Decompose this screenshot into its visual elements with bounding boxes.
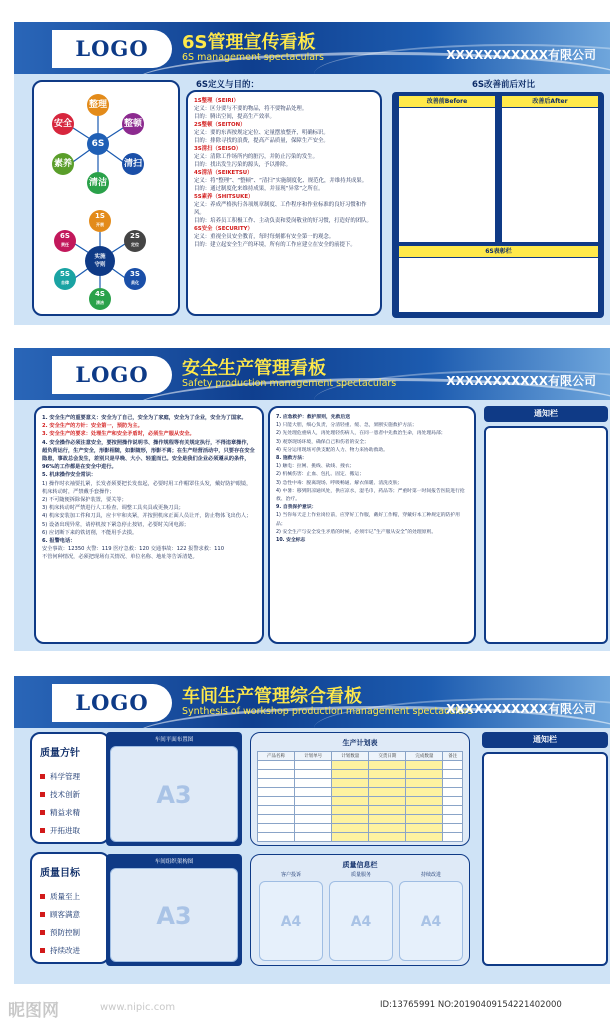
quality-column-label: 持续改进 [420,872,441,878]
table-cell [369,797,406,806]
list-item-label: 预防控制 [50,927,80,937]
plan-column-header: 产品名称 [258,752,295,761]
safety-line: 5) 设备出现异常，请停机按下紧急停止按钮，必要时关闭电源； [42,521,190,528]
safety-line: 4. 安全操作必须注意安全，要按照操作说明书、操作规程等有关规定执行，不得违章操作，超负荷运行，生产安全，形影相随，如影随形，形影不离；在生产经营活动中，只要存在安全隐患，事故总会发生，差别只是早晚、大小、轻重而已。安全是我们企业必须遵从的条件，96%的工作都是在安全中进行。 [42,439,255,471]
table-cell [258,797,295,806]
safety-line: 2) 先处理危重病人，再处理轻伤病人，在同一患者中先救治生命，再处理局部； [276,431,446,437]
after-label: 改善后After [502,96,598,107]
safety-line: 1. 安全生产的重要意义：安全为了自己，安全为了家庭，安全为了企业，安全为了国家。 [42,415,247,421]
definition-heading: 6S安全（SECURITY） [194,226,253,232]
table-cell [332,815,369,824]
table-cell [406,833,443,842]
table-cell [443,788,463,797]
wheel-item-seiso: 清扫 [122,153,144,175]
quality-info-panel [250,854,470,966]
wheel-item-seiketsu: 清洁 [87,172,109,194]
safety-line: 8. 施救方法： [276,456,307,462]
table-row [258,788,463,797]
org-panel [106,854,242,966]
table-cell [406,788,443,797]
bullet-icon [40,894,45,899]
list-item [40,821,100,839]
safety-line: 3) 急性中毒：脱离现场、呼吸畅通、解衣保暖、清洗皮肤； [276,480,403,486]
plan-table [257,751,463,842]
table-cell [332,797,369,806]
table-cell [295,788,332,797]
plan-title: 生产计划表 [342,739,378,747]
quality-column-label: 质量服务 [350,872,371,878]
table-cell [332,761,369,770]
table-cell [369,770,406,779]
step-5s: 5S 自律 [54,268,76,290]
definition-list [194,97,374,249]
safety-line: 6. 报警电话： [42,538,76,545]
table-cell [369,824,406,833]
list-item-label: 技术创新 [50,789,80,799]
table-cell [443,761,463,770]
table-row [258,761,463,770]
table-cell [369,779,406,788]
table-cell [443,833,463,842]
list-item [40,887,100,905]
definition-heading: 3S清扫（SEISO） [194,146,242,152]
table-row [258,770,463,779]
safety-left-text [42,414,256,562]
policy-title: 质量方针 [40,748,80,759]
safety-line: 1) 操作时衣袖要扎紧，长发者须要把长发盘起，必要时用工作帽罩住头发，戴好防护眼镜，机床转动时，严禁戴手套操作； [42,480,252,495]
definition-purpose: 目的：培养员工积极工作、主动负责和爱岗敬业的好习惯，打造好的团队。 [194,218,372,224]
plan-column-header: 完成数量 [406,752,443,761]
table-cell [258,770,295,779]
safety-left-panel [34,406,264,644]
definition-text: 定义：重视全员安全教育，每时每刻都有安全第一的观念。 [194,234,335,240]
safety-line: 4) 机床安装加工件和刀具，应卡牢和夹紧，并按照机床正面人员让开，防止物体飞出伤人； [42,513,252,520]
table-cell [406,770,443,779]
safety-line: 7. 应急救护：救护原则，先救后送 [276,415,350,420]
table-cell [369,806,406,815]
table-cell [443,824,463,833]
table-cell [443,770,463,779]
table-cell [369,833,406,842]
table-cell [295,779,332,788]
table-cell [258,761,295,770]
definition-heading: 1S整理（SEIRI） [194,98,239,104]
safety-line: 6) 应切断下来的铁切削，不能用手去摸。 [42,529,138,536]
plan-panel [250,732,470,846]
safety-line: 2) 不可随便拆除保护装置，要关等； [42,497,127,504]
compare-panel [392,92,604,318]
a4-placeholder: A4 [399,881,463,961]
board-title: 6S管理宣传看板 [182,32,316,53]
quality-policy-panel [30,732,110,844]
safety-line: 1) 只能大胆，细心负责，分清轻重、缓、急，果断实施救护方法； [276,423,417,429]
table-cell [258,824,295,833]
policy-list [40,767,100,839]
safety-line: 10. 安全标志 [276,538,306,544]
safety-right-panel [268,406,476,644]
table-cell [406,797,443,806]
table-cell [369,761,406,770]
company-name: XXXXXXXXXXX有限公司 [446,374,596,388]
list-item [40,923,100,941]
definition-panel [186,90,382,316]
bullet-icon [40,828,45,833]
goal-title: 质量目标 [40,868,80,879]
table-cell [406,806,443,815]
definition-text: 定义：将“整理”、“整顿”、“清扫”实施制度化、规范化，并维持其成果。 [194,178,368,184]
definition-heading: 2S整顿（SEITON） [194,122,246,128]
table-row [258,824,463,833]
board-header [14,676,610,728]
board-header [14,348,610,400]
table-cell [443,779,463,788]
board-subtitle: 6S management spectaculars [182,52,324,63]
wheel-item-shitsuke: 素养 [52,153,74,175]
table-cell [295,806,332,815]
table-cell [369,788,406,797]
list-item-label: 顾客满意 [50,909,80,919]
list-item-label: 持续改进 [50,945,80,955]
table-cell [295,761,332,770]
safety-line: 2. 安全生产的方针：安全第一，预防为主。 [42,423,143,430]
list-item-label: 开拓进取 [50,825,80,835]
table-cell [443,797,463,806]
table-cell [295,770,332,779]
logo: LOGO [52,684,172,722]
table-cell [295,815,332,824]
definition-purpose: 目的：找出发生污染的源头，予以排除。 [194,162,292,168]
table-cell [332,779,369,788]
table-cell [332,833,369,842]
step-1s: 1S 开展 [89,210,111,232]
safety-line: 2) 安全生产与安全发生矛盾的时候，必须牢记“生产服从安全”的处理原则。 [276,529,437,535]
company-name: XXXXXXXXXXX有限公司 [446,48,596,62]
watermark-url: www.nipic.com [100,1002,176,1013]
table-cell [295,833,332,842]
a3-placeholder: A3 [110,746,238,842]
org-title: 车间组织架构图 [154,859,194,865]
layout-title: 车间平面布置图 [154,737,194,743]
board-subtitle: Synthesis of workshop production management spectaculars [182,706,473,717]
definition-purpose: 目的：建立起安全生产的环境，所有的工作应建立在安全的前提下。 [194,242,356,248]
board-subtitle: Safety production management spectaculars [182,378,397,389]
table-row [258,779,463,788]
compare-title: 6S改善前后对比 [472,80,536,90]
definition-text: 定义：要的东西按规定定位、定量摆放整齐，明确标识。 [194,130,329,136]
safety-line: 安全事故：12350 火警：119 医疗急救：120 交通事故：122 报警求救：110 [42,546,225,553]
bullet-icon [40,774,45,779]
safety-line: 不管何种情况，必须把现场有关情况、单位名称、地址等告诉清楚。 [42,554,198,561]
list-item [40,803,100,821]
before-photo-area [399,108,495,242]
definition-heading: 5S素养（SHITSUKE） [194,194,254,200]
table-cell [332,806,369,815]
table-row [258,797,463,806]
table-cell [332,770,369,779]
plan-column-header: 计划数量 [332,752,369,761]
safety-line: 3) 观察现场环境，确保自己和伤者的安全； [276,439,369,445]
definition-purpose: 目的：通过制度化来维持成果，并显现“异常”之所在。 [194,186,324,192]
definition-heading: 4S清洁（SEIKETSU） [194,170,253,176]
table-cell [258,833,295,842]
layout-panel [106,732,242,846]
board-title: 车间生产管理综合看板 [182,686,362,707]
safety-line: 3) 机床转动时严禁进行人工检查、调整工具夹具或更换刀具； [42,505,184,512]
table-cell [258,779,295,788]
notice-header: 通知栏 [482,732,608,748]
list-item-label: 质量至上 [50,891,80,901]
safety-right-text [276,414,468,545]
quality-column-label: 客户投诉 [280,872,301,878]
logo: LOGO [52,30,172,68]
quality-info-title: 质量信息栏 [342,861,378,869]
table-row [258,833,463,842]
quality-goal-panel [30,852,110,964]
definition-purpose: 目的：腾出空间，提高生产效率。 [194,114,275,120]
wheel-item-seiton: 整顿 [122,113,144,135]
definition-text: 定义：清除工作场所内的脏污，并防止污染的发生。 [194,154,318,160]
notice-area [484,426,608,644]
table-cell [406,761,443,770]
list-item-label: 精益求精 [50,807,80,817]
bullet-icon [40,792,45,797]
table-row [258,806,463,815]
safety-line: 4) 充分运用现场可供支配的人力、物力来协助救助。 [276,447,388,453]
wheel-item-seiri: 整理 [87,94,109,116]
definition-text: 定义：养成严格执行各项规章制度、工作程序和作业标准的良好习惯和作风。 [194,202,367,216]
table-cell [332,788,369,797]
before-label: 改善前Before [399,96,495,107]
table-cell [332,824,369,833]
board-safety [14,348,610,651]
table-cell [406,824,443,833]
notice-area [482,752,608,966]
bullet-icon [40,912,45,917]
bullet-icon [40,810,45,815]
table-cell [295,797,332,806]
step-6s: 6S 责任 [54,230,76,252]
logo: LOGO [52,356,172,394]
watermark-id: ID:13765991 NO:20190409154221402000 [380,1000,562,1010]
list-item [40,785,100,803]
safety-line: 5. 机床操作安全常识： [42,472,97,479]
board-title: 安全生产管理看板 [182,358,326,379]
notice-header: 通知栏 [484,406,608,422]
plan-column-header: 备注 [443,752,463,761]
list-item [40,905,100,923]
bullet-icon [40,930,45,935]
safety-line: 4) 中暑：移到阴凉通风处，供应凉水，湿毛巾，药品等；严重时第一时间报告医院进行抢救、治疗。 [276,488,465,503]
a3-placeholder: A3 [110,868,238,962]
watermark-brand: 昵图网 [8,1001,59,1021]
step-4s: 4S 清洁 [89,288,111,310]
step-2s: 2S 定位 [124,230,146,252]
commend-label: 6S表彰栏 [399,246,598,257]
definition-text: 定义：区分要与不要的物品，将不要物品处理。 [194,106,308,112]
table-cell [406,815,443,824]
board-workshop [14,676,610,984]
6s-center-circle: 6S [87,133,109,155]
board-6s [14,22,610,325]
table-cell [258,815,295,824]
list-item [40,941,100,959]
table-cell [406,779,443,788]
a4-placeholder: A4 [329,881,393,961]
a4-placeholder: A4 [259,881,323,961]
table-cell [295,824,332,833]
safety-line: 9. 自我保护意识： [276,505,317,511]
table-cell [369,815,406,824]
table-cell [258,788,295,797]
plan-column-header: 交货日期 [369,752,406,761]
goal-list [40,887,100,959]
table-cell [443,815,463,824]
list-item [40,767,100,785]
bullet-icon [40,948,45,953]
safety-line: 1) 当你每天走上作业岗位前，应穿好工作服，戴好工作帽，穿戴好本工种规定的防护用品； [276,513,460,527]
safety-line: 2) 机械伤害：止血、包扎、固定、搬运； [276,472,364,478]
table-cell [258,806,295,815]
table-cell [443,806,463,815]
after-photo-area [502,108,598,242]
commend-area [399,258,598,312]
table-row [258,815,463,824]
6s-diagram-panel [32,80,180,316]
steps-center-circle: 实施 守则 [85,246,115,276]
step-3s: 3S 美化 [124,268,146,290]
list-item-label: 科学管理 [50,771,80,781]
definition-title: 6S定义与目的： [196,80,260,90]
plan-column-header: 计划单号 [295,752,332,761]
safety-line: 1) 触电：拉闸、挑线、砍线、拽衣； [276,464,355,470]
board-header [14,22,610,74]
safety-line: 3. 安全生产的要求：处理生产和安全矛盾时，必须生产服从安全。 [42,431,195,438]
company-name: XXXXXXXXXXX有限公司 [446,702,596,716]
wheel-item-security: 安全 [52,113,74,135]
definition-purpose: 目的：排除寻找的浪费，提高产品质量，保障生产安全。 [194,138,329,144]
